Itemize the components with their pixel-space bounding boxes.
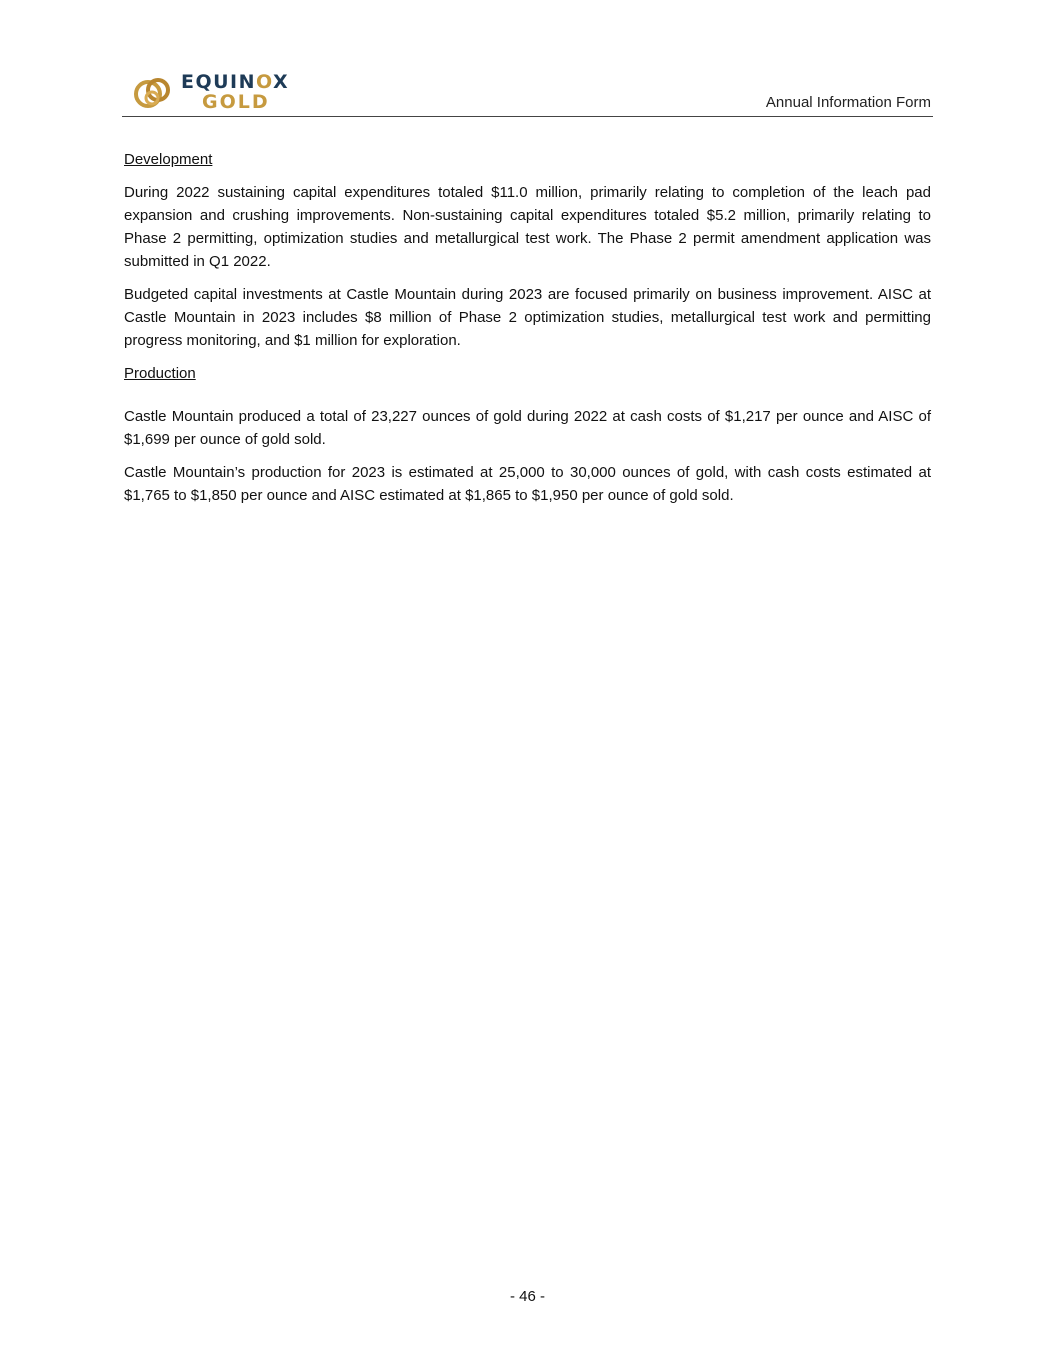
paragraph: During 2022 sustaining capital expenditures totaled $11.0 million, primarily relating to completion of the leach pad expansion and crushing improvements. Non-sustaining capital expenditures totaled $5.2 million, primarily relating to Phase 2 permitting, optimization studies and metallurgical test work. The Phase 2 permit amendment application was submitted in Q1 2022.: [124, 184, 931, 270]
paragraph: Budgeted capital investments at Castle Mountain during 2023 are focused primarily on business improvement. AISC at Castle Mountain in 2023 includes $8 million of Phase 2 optimization studies, metallurgical test work and permitting progress monitoring, and $1 million for exploration.: [124, 286, 931, 349]
logo-wordmark-line2: GOLD: [202, 91, 270, 113]
page-number: - 46 -: [509, 1288, 545, 1305]
page-header: [122, 68, 933, 117]
page-body: [124, 148, 931, 517]
logo-wordmark-line1: EQUINOX: [181, 71, 290, 93]
spacer: [124, 395, 931, 405]
section-heading-production: Production: [124, 365, 196, 382]
document-title: Annual Information Form: [765, 94, 931, 111]
company-logo: [132, 70, 312, 114]
paragraph: Castle Mountain produced a total of 23,227 ounces of gold during 2022 at cash costs of $1,217 per ounce and AISC of $1,699 per ounce of gold sold.: [124, 408, 931, 448]
equinox-gold-logo-icon: [132, 72, 174, 114]
section-heading-development: Development: [124, 151, 213, 168]
paragraph: Castle Mountain’s production for 2023 is estimated at 25,000 to 30,000 ounces of gold, with cash costs estimated at $1,765 to $1,850 per ounce and AISC estimated at $1,865 to $1,950 per ounce of gold sold.: [124, 464, 931, 504]
